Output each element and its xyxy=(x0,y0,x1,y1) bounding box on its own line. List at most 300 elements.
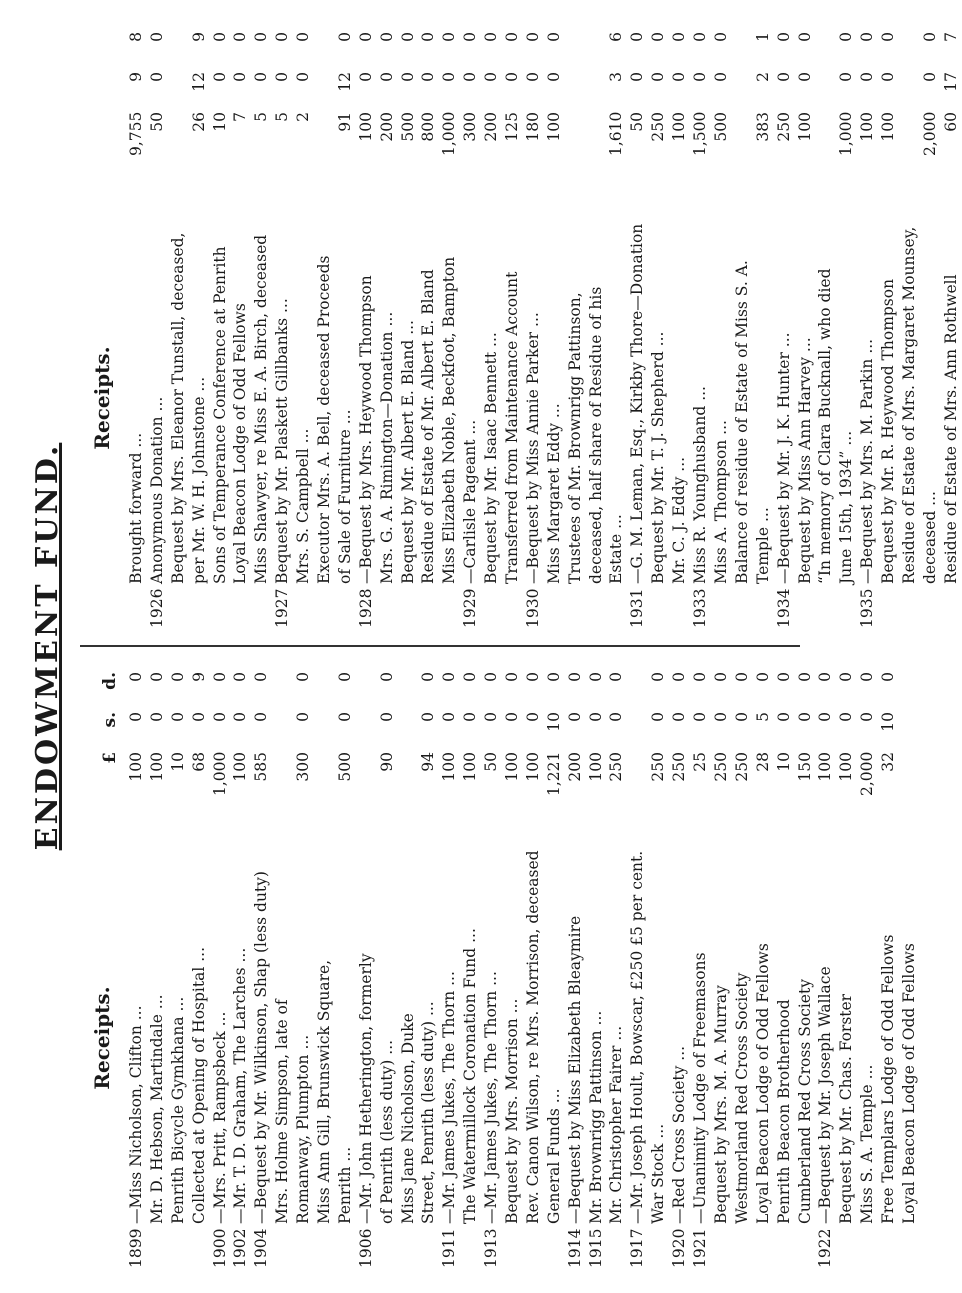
amount-shillings: 0 xyxy=(920,72,939,82)
amount-pence: 0 xyxy=(628,32,647,42)
amount-shillings: 0 xyxy=(670,72,689,82)
amount-pounds: 250 xyxy=(774,112,793,142)
entry-description: —Bequest by Mrs. M. Parkin ... xyxy=(858,338,877,584)
ledger-row xyxy=(251,28,272,628)
amount-pence: 0 xyxy=(879,672,898,682)
amount-pence: 0 xyxy=(398,32,417,42)
ledger-row xyxy=(523,28,544,628)
entry-description: Sons of Temperance Conference at Penrith xyxy=(210,246,229,584)
amount-pounds: 91 xyxy=(335,112,354,132)
amount-pounds: 7 xyxy=(231,112,250,122)
entry-description: Bequest by Mr. Chas. Forster xyxy=(837,993,856,1224)
entry-description: Bequest by Mrs. Eleanor Tunstall, deceased, xyxy=(168,232,187,584)
entry-description: Mr. C. J. Eddy ... xyxy=(670,456,689,584)
entry-description: Mr. Brownrigg Pattinson ... xyxy=(586,1010,605,1224)
amount-shillings: 0 xyxy=(419,712,438,722)
entry-description: Bequest by Mr. Albert E. Bland ... xyxy=(398,320,417,584)
ledger-row xyxy=(377,668,398,1268)
ledger-row xyxy=(648,28,669,628)
ledger-row xyxy=(899,668,920,1268)
amount-pence: 0 xyxy=(210,672,229,682)
entry-description: Brought forward ... xyxy=(127,432,145,584)
amount-pounds: 9,755 xyxy=(127,111,145,156)
ledger-row xyxy=(230,28,251,628)
pence-header: d. xyxy=(100,672,120,690)
ledger-row xyxy=(544,668,565,1268)
amount-pence: 7 xyxy=(941,32,960,42)
amount-pence: 0 xyxy=(127,672,145,682)
amount-shillings: 0 xyxy=(231,712,250,722)
ledger-row xyxy=(815,28,836,628)
entry-description: —Bequest by Mr. J. K. Hunter ... xyxy=(774,332,793,584)
entry-description: Westmorland Red Cross Society xyxy=(732,972,751,1224)
entry-description: Miss Shawyer, re Miss E. A. Birch, deceased xyxy=(252,234,271,584)
amount-pence: 0 xyxy=(858,32,877,42)
amount-pence: 0 xyxy=(377,672,396,682)
amount-pounds: 10 xyxy=(210,112,229,132)
entry-description: Romanway, Plumpton ... xyxy=(294,1034,313,1224)
amount-pounds: 28 xyxy=(753,752,772,772)
left-column xyxy=(90,668,920,1268)
ledger-row xyxy=(753,28,774,628)
amount-pounds: 50 xyxy=(147,112,166,132)
amount-pence: 0 xyxy=(252,32,271,42)
amount-pence: 0 xyxy=(231,32,250,42)
amount-pounds: 500 xyxy=(398,112,417,142)
entry-description: per Mr. W. H. Johnstone ... xyxy=(189,376,208,584)
ledger-row xyxy=(523,668,544,1268)
entry-year: 1922 xyxy=(816,1228,835,1268)
amount-pence: 0 xyxy=(294,32,313,42)
amount-shillings: 0 xyxy=(168,712,187,722)
entry-description: Executor Mrs. A. Bell, deceased Proceeds xyxy=(315,255,334,584)
entry-description: —Bequest by Miss Annie Parker ... xyxy=(523,312,542,584)
amount-pounds: 200 xyxy=(377,112,396,142)
entry-description: Miss Elizabeth Noble, Beckfoot, Bampton xyxy=(440,256,459,584)
amount-shillings: 0 xyxy=(523,72,542,82)
entry-description: Bequest by Mrs. M. A. Murray xyxy=(711,985,730,1224)
entry-description: —Mr. James Jukes, The Thorn ... xyxy=(482,971,501,1224)
entry-year: 1902 xyxy=(231,1228,250,1268)
amount-shillings: 0 xyxy=(294,72,313,82)
amount-shillings: 0 xyxy=(503,72,522,82)
amount-pence: 0 xyxy=(670,32,689,42)
entry-description: —Bequest by Miss Elizabeth Bleaymire xyxy=(565,915,584,1224)
amount-pounds: 100 xyxy=(544,112,563,142)
amount-shillings: 0 xyxy=(837,712,856,722)
amount-pence: 0 xyxy=(523,672,542,682)
amount-pence: 0 xyxy=(523,32,542,42)
entry-year: 1934 xyxy=(774,588,793,628)
ledger-row xyxy=(272,28,293,628)
amount-pounds: 50 xyxy=(482,752,501,772)
amount-pence: 0 xyxy=(335,32,354,42)
amount-pence: 0 xyxy=(670,672,689,682)
entry-description: Miss Jane Nicholson, Duke xyxy=(398,1013,417,1224)
amount-pence: 8 xyxy=(127,32,145,42)
entry-year: 1927 xyxy=(273,588,292,628)
entry-year: 1921 xyxy=(691,1228,710,1268)
entry-year: 1904 xyxy=(252,1228,271,1268)
ledger-row xyxy=(126,28,147,628)
entry-description: Temple ... xyxy=(753,507,772,584)
entry-description: Miss Ann Gill, Brunswick Square, xyxy=(315,959,334,1224)
ledger-row xyxy=(669,668,690,1268)
entry-description: Loyal Beacon Lodge of Odd Fellows xyxy=(231,303,250,584)
amount-pounds: 68 xyxy=(189,752,208,772)
amount-shillings: 0 xyxy=(377,72,396,82)
amount-pence: 0 xyxy=(482,32,501,42)
amount-pence: 0 xyxy=(837,672,856,682)
amount-pounds: 2 xyxy=(294,112,313,122)
entry-description: Penrith Bicycle Gymkhana ... xyxy=(168,996,187,1224)
amount-pence: 0 xyxy=(147,672,166,682)
entry-year: 1920 xyxy=(670,1228,689,1268)
amount-pounds: 300 xyxy=(294,752,313,782)
amount-shillings: 0 xyxy=(147,72,166,82)
ledger-row xyxy=(335,28,356,628)
ledger-row xyxy=(711,668,732,1268)
ledger-row xyxy=(418,668,439,1268)
entry-year: 1929 xyxy=(461,588,480,628)
amount-pounds: 1,000 xyxy=(210,751,229,796)
amount-shillings: 0 xyxy=(732,712,751,722)
ledger-row xyxy=(502,28,523,628)
ledger-row xyxy=(606,28,627,628)
amount-shillings: 0 xyxy=(586,712,605,722)
entry-description: Bequest by Miss Ann Harvey ... xyxy=(795,337,814,584)
ledger-row xyxy=(627,668,648,1268)
ledger-row xyxy=(356,668,377,1268)
ledger-row xyxy=(356,28,377,628)
amount-shillings: 9 xyxy=(127,72,145,82)
ledger-row xyxy=(732,28,753,628)
amount-shillings: 0 xyxy=(691,712,710,722)
amount-pence: 6 xyxy=(607,32,626,42)
entry-description: Bequest by Mr. R. Heywood Thompson xyxy=(879,278,898,584)
amount-shillings: 0 xyxy=(252,712,271,722)
amount-pounds: 250 xyxy=(732,752,751,782)
amount-shillings: 0 xyxy=(858,72,877,82)
right-column xyxy=(90,28,962,628)
amount-shillings: 0 xyxy=(461,712,480,722)
amount-pence: 0 xyxy=(586,672,605,682)
amount-pounds: 100 xyxy=(879,112,898,142)
amount-shillings: 0 xyxy=(628,72,647,82)
ledger-row xyxy=(272,668,293,1268)
amount-shillings: 0 xyxy=(837,72,856,82)
amount-shillings: 0 xyxy=(774,712,793,722)
amount-pence: 0 xyxy=(732,672,751,682)
amount-shillings: 0 xyxy=(565,712,584,722)
entry-description: —Bequest by Mr. Wilkinson, Shap (less duty) xyxy=(252,871,271,1224)
ledger-row xyxy=(502,668,523,1268)
ledger-row xyxy=(398,28,419,628)
entry-description: Miss A. Thompson ... xyxy=(711,420,730,584)
amount-pounds: 100 xyxy=(461,752,480,782)
amount-shillings: 0 xyxy=(691,72,710,82)
amount-pounds: 1,000 xyxy=(837,111,856,156)
ledger-row xyxy=(168,668,189,1268)
amount-pounds: 100 xyxy=(356,112,375,142)
entry-description: deceased, half share of Residue of his xyxy=(586,286,605,584)
entry-year: 1915 xyxy=(586,1228,605,1268)
amount-shillings: 0 xyxy=(482,72,501,82)
entry-year: 1913 xyxy=(482,1228,501,1268)
ledger-row xyxy=(690,668,711,1268)
entry-description: Penrith Beacon Brotherhood xyxy=(774,999,793,1224)
entry-description: —Miss Nicholson, Clifton ... xyxy=(127,1005,145,1224)
amount-shillings: 0 xyxy=(649,712,668,722)
ledger-row xyxy=(711,28,732,628)
entry-description: Penrith ... xyxy=(335,1146,354,1224)
entry-description: deceased ... xyxy=(920,491,939,584)
entry-description: Miss Margaret Eddy ... xyxy=(544,403,563,584)
entry-description: —Mr. James Jukes, The Thorn ... xyxy=(440,971,459,1224)
entry-description: Estate ... xyxy=(607,514,626,584)
ledger-row xyxy=(377,28,398,628)
entry-description: Residue of Estate of Mr. Albert E. Bland xyxy=(419,269,438,584)
amount-pence: 0 xyxy=(691,32,710,42)
amount-pounds: 1,221 xyxy=(544,751,563,796)
amount-pounds: 200 xyxy=(565,752,584,782)
amount-shillings: 0 xyxy=(356,72,375,82)
ledger-row xyxy=(398,668,419,1268)
amount-pence: 9 xyxy=(189,32,208,42)
amount-shillings: 5 xyxy=(753,712,772,722)
entry-description: Anonymous Donation ... xyxy=(147,396,166,584)
ledger-row xyxy=(418,28,439,628)
amount-pounds: 100 xyxy=(147,752,166,782)
amount-shillings: 0 xyxy=(231,72,250,82)
ledger-row xyxy=(481,28,502,628)
ledger-row xyxy=(293,668,314,1268)
amount-pounds: 90 xyxy=(377,752,396,772)
amount-pence: 9 xyxy=(189,672,208,682)
amount-shillings: 0 xyxy=(649,72,668,82)
amount-shillings: 0 xyxy=(523,712,542,722)
right-ledger-rows xyxy=(126,28,962,628)
ledger-row xyxy=(795,28,816,628)
amount-pounds: 5 xyxy=(252,112,271,122)
amount-pounds: 500 xyxy=(711,112,730,142)
amount-pounds: 150 xyxy=(795,752,814,782)
left-ledger-rows xyxy=(126,668,920,1268)
amount-pence: 0 xyxy=(503,32,522,42)
entry-description: —G. M. Leman, Esq., Kirkby Thore—Donation xyxy=(628,223,647,584)
amount-pence: 0 xyxy=(335,672,354,682)
amount-pounds: 250 xyxy=(711,752,730,782)
entry-description: Mr. D. Hebson, Martindale ... xyxy=(147,994,166,1224)
right-column-header xyxy=(90,28,126,628)
amount-pence: 0 xyxy=(461,32,480,42)
shillings-header: s. xyxy=(100,712,120,728)
amount-shillings: 0 xyxy=(398,72,417,82)
amount-pence: 0 xyxy=(482,672,501,682)
amount-shillings: 0 xyxy=(252,72,271,82)
entry-description: Mrs. Holme Simpson, late of xyxy=(273,999,292,1224)
amount-shillings: 0 xyxy=(127,712,145,722)
amount-pounds: 100 xyxy=(837,752,856,782)
amount-pence: 0 xyxy=(147,32,166,42)
entry-description: —Carlisle Pageant ... xyxy=(461,419,480,584)
ledger-row xyxy=(481,668,502,1268)
entry-description: —Bequest by Mrs. Heywood Thompson xyxy=(356,275,375,584)
amount-pounds: 500 xyxy=(335,752,354,782)
amount-pounds: 300 xyxy=(461,112,480,142)
ledger-row xyxy=(669,28,690,628)
ledger-row xyxy=(815,668,836,1268)
ledger-row xyxy=(314,668,335,1268)
ledger-row xyxy=(460,28,481,628)
amount-shillings: 0 xyxy=(879,72,898,82)
amount-shillings: 0 xyxy=(607,712,626,722)
amount-shillings: 0 xyxy=(273,72,292,82)
amount-pounds: 2,000 xyxy=(858,751,877,796)
amount-shillings: 12 xyxy=(335,72,354,92)
ledger-row xyxy=(168,28,189,628)
ledger-row xyxy=(210,668,231,1268)
amount-shillings: 0 xyxy=(210,72,229,82)
column-divider xyxy=(80,645,800,647)
entry-year: 1928 xyxy=(356,588,375,628)
entry-year: 1914 xyxy=(565,1228,584,1268)
amount-shillings: 0 xyxy=(858,712,877,722)
entry-description: —Unanimity Lodge of Freemasons xyxy=(691,952,710,1224)
amount-pence: 0 xyxy=(503,672,522,682)
entry-description: Street, Penrith (less duty) ... xyxy=(419,1001,438,1224)
ledger-row xyxy=(565,668,586,1268)
amount-pounds: 60 xyxy=(941,112,960,132)
amount-pence: 0 xyxy=(649,32,668,42)
amount-pence: 0 xyxy=(356,32,375,42)
amount-pounds: 100 xyxy=(670,112,689,142)
amount-pence: 0 xyxy=(252,672,271,682)
ledger-row xyxy=(460,668,481,1268)
entry-description: Balance of residue of Estate of Miss S. A. xyxy=(732,260,751,584)
amount-shillings: 0 xyxy=(377,712,396,722)
ledger-row xyxy=(627,28,648,628)
entry-description: Residue of Estate of Mrs. Margaret Mounsey, xyxy=(899,226,918,584)
amount-shillings: 0 xyxy=(210,712,229,722)
ledger-row xyxy=(857,668,878,1268)
amount-pounds: 250 xyxy=(649,112,668,142)
entry-description: June 15th, 1934” ... xyxy=(837,430,856,584)
amount-pounds: 25 xyxy=(691,752,710,772)
entry-year: 1917 xyxy=(628,1228,647,1268)
entry-description: Cumberland Red Cross Society xyxy=(795,979,814,1224)
amount-pounds: 100 xyxy=(231,752,250,782)
amount-shillings: 0 xyxy=(294,712,313,722)
ledger-row xyxy=(147,28,168,628)
ledger-row xyxy=(774,28,795,628)
amount-pounds: 32 xyxy=(879,752,898,772)
amount-pence: 0 xyxy=(795,32,814,42)
entry-description: —Mrs. Pritt, Rampsbeck ... xyxy=(210,1011,229,1224)
entry-description: —Mr. Joseph Hoult, Bowscar, £250 £5 per cent. xyxy=(628,850,647,1224)
entry-description: of Penrith (less duty) ... xyxy=(377,1039,396,1224)
amount-pounds: 250 xyxy=(649,752,668,782)
amount-pounds: 180 xyxy=(523,112,542,142)
amount-pence: 1 xyxy=(753,32,772,42)
entry-year: 1911 xyxy=(440,1228,459,1268)
amount-shillings: 17 xyxy=(941,72,960,92)
entry-year: 1931 xyxy=(628,588,647,628)
entry-description: Loyal Beacon Lodge of Odd Fellows xyxy=(899,943,918,1224)
entry-description: “In memory of Clara Bucknall, who died xyxy=(816,268,835,584)
amount-pounds: 100 xyxy=(795,112,814,142)
entry-description: Loyal Beacon Lodge of Odd Fellows xyxy=(753,943,772,1224)
amount-pence: 0 xyxy=(544,672,563,682)
amount-pounds: 1,000 xyxy=(440,111,459,156)
amount-pounds: 100 xyxy=(503,752,522,782)
amount-pounds: 94 xyxy=(419,752,438,772)
entry-year: 1899 xyxy=(127,1228,145,1268)
ledger-row xyxy=(795,668,816,1268)
entry-description: Collected at Opening of Hospital ... xyxy=(189,947,208,1224)
amount-pounds: 10 xyxy=(774,752,793,772)
entry-description: Bequest by Mr. T. J. Shepherd ... xyxy=(649,331,668,584)
ledger-row xyxy=(878,668,899,1268)
ledger-row xyxy=(899,28,920,628)
amount-pounds: 100 xyxy=(586,752,605,782)
amount-pounds: 100 xyxy=(127,752,145,782)
amount-shillings: 0 xyxy=(795,712,814,722)
entry-description: War Stock ... xyxy=(649,1123,668,1224)
amount-pence: 0 xyxy=(544,32,563,42)
entry-description: Rev. Canon Wilson, re Mrs. Morrison, deceased xyxy=(523,850,542,1224)
page-title: ENDOWMENT FUND. xyxy=(30,442,65,851)
amount-pence: 0 xyxy=(711,672,730,682)
ledger-row xyxy=(230,668,251,1268)
amount-pounds: 1,500 xyxy=(691,111,710,156)
amount-shillings: 0 xyxy=(774,72,793,82)
entry-description: —Mr. T. D. Graham, The Larches ... xyxy=(231,947,250,1224)
amount-shillings: 0 xyxy=(711,712,730,722)
amount-pounds: 2,000 xyxy=(920,111,939,156)
amount-shillings: 10 xyxy=(544,712,563,732)
amount-pence: 0 xyxy=(168,672,187,682)
entry-description: —Red Cross Society ... xyxy=(670,1045,689,1224)
amount-shillings: 0 xyxy=(544,72,563,82)
ledger-row xyxy=(836,668,857,1268)
ledger-row xyxy=(293,28,314,628)
amount-pounds: 100 xyxy=(858,112,877,142)
ledger-row xyxy=(920,28,941,628)
ledger-row xyxy=(189,28,210,628)
amount-pounds: 10 xyxy=(168,752,187,772)
amount-pence: 0 xyxy=(920,32,939,42)
entry-year: 1900 xyxy=(210,1228,229,1268)
amount-shillings: 0 xyxy=(440,72,459,82)
amount-shillings: 0 xyxy=(795,72,814,82)
ledger-row xyxy=(586,28,607,628)
ledger-row xyxy=(586,668,607,1268)
amount-pounds: 50 xyxy=(628,112,647,132)
amount-pounds: 125 xyxy=(503,112,522,142)
entry-description: Miss S. A. Temple ... xyxy=(858,1064,877,1224)
amount-pence: 0 xyxy=(461,672,480,682)
amount-shillings: 12 xyxy=(189,72,208,92)
left-receipts-heading: Receipts. xyxy=(90,986,114,1090)
ledger-row xyxy=(732,668,753,1268)
entry-year: 1926 xyxy=(147,588,166,628)
ledger-row xyxy=(210,28,231,628)
amount-pounds: 5 xyxy=(273,112,292,122)
amount-pence: 0 xyxy=(795,672,814,682)
amount-pence: 0 xyxy=(231,672,250,682)
entry-description: Miss R. Younghusband ... xyxy=(691,386,710,584)
